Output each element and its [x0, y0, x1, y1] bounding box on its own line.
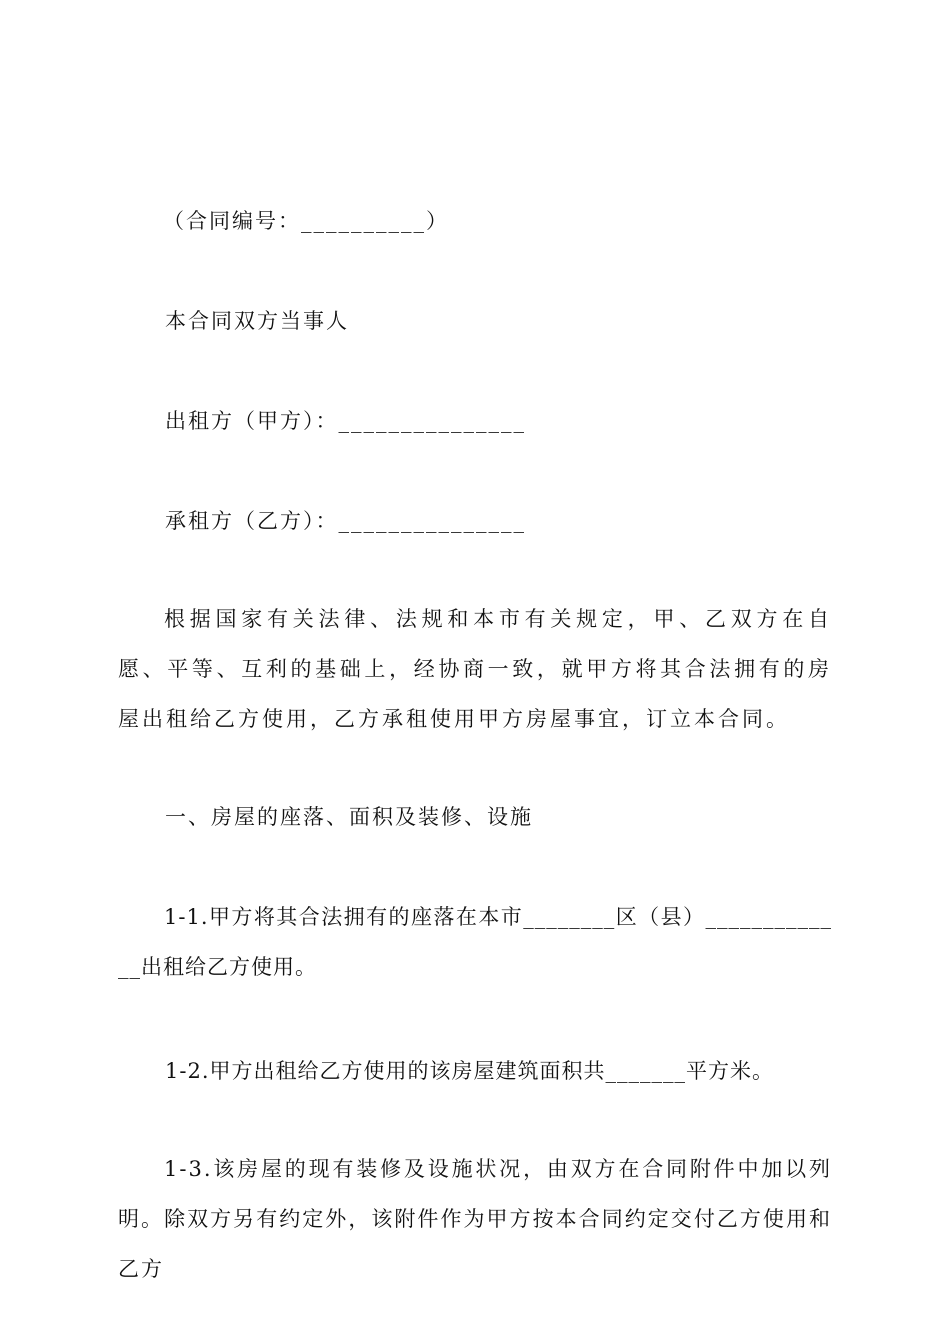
clause-1-3: 1-3.该房屋的现有装修及设施状况，由双方在合同附件中加以列明。除双方另有约定外，该附件作为甲方按本合同约定交付乙方使用和乙方 [118, 1157, 832, 1281]
lessor-line: 出租方（甲方）：_______________ [165, 409, 526, 433]
clause-1-1: 1-1.甲方将其合法拥有的座落在本市________区（县）___________ __出租给乙方使用。 [118, 905, 832, 979]
lessee-line: 承租方（乙方）：_______________ [165, 509, 526, 533]
parties-heading: 本合同双方当事人 [165, 309, 349, 333]
contract-number: （合同编号：__________） [163, 209, 449, 233]
clause-1-2: 1-2.甲方出租给乙方使用的该房屋建筑面积共_______平方米。 [165, 1059, 774, 1083]
preamble-paragraph: 根据国家有关法律、法规和本市有关规定，甲、乙双方在自愿、平等、互利的基础上，经协商一致，就甲方将其合法拥有的房屋出租给乙方使用，乙方承租使用甲方房屋事宜，订立本合同。 [118, 607, 832, 731]
section-1-heading: 一、房屋的座落、面积及装修、设施 [165, 805, 533, 829]
